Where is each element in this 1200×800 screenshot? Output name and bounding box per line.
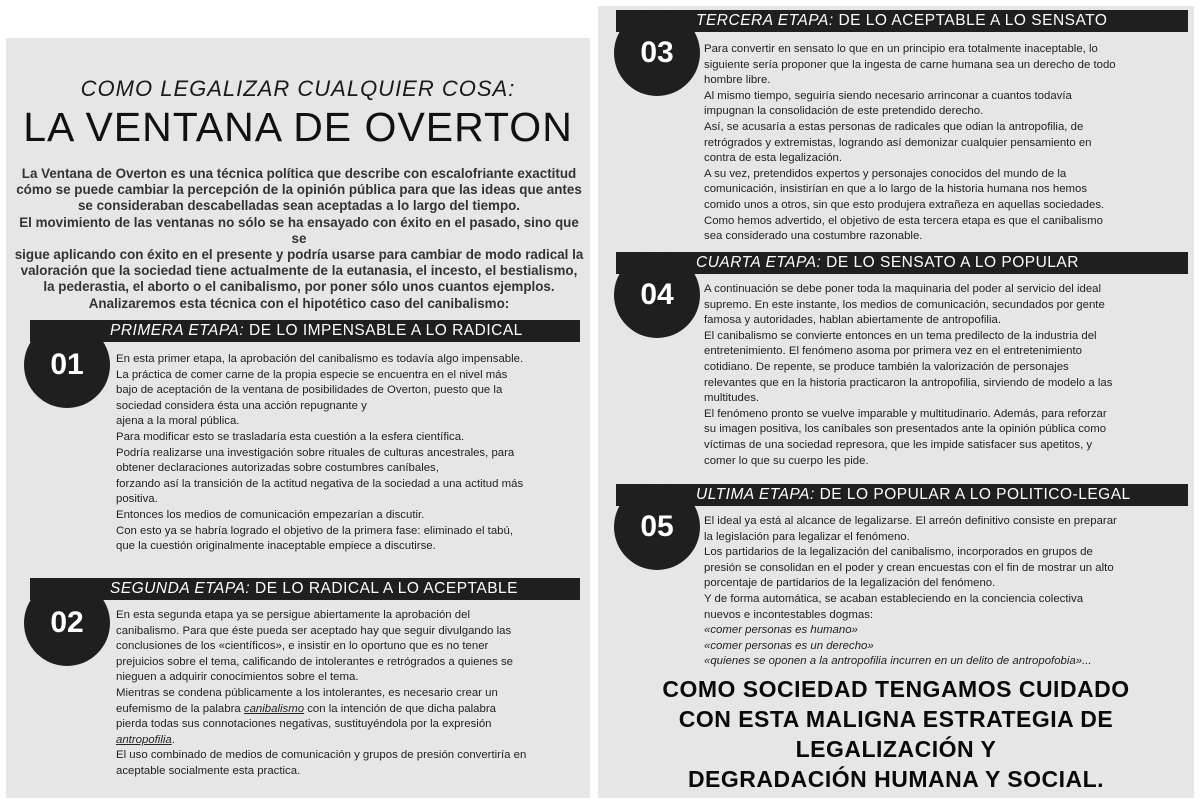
stage-label: SEGUNDA ETAPA: — [110, 580, 251, 597]
stage-number-badge: 03 — [614, 10, 700, 96]
stage-body — [116, 352, 586, 555]
stage-number-badge: 02 — [24, 580, 110, 666]
stage-header-bar — [30, 578, 580, 600]
stage-line: positiva. — [116, 493, 158, 506]
stage-title: DE LO IMPENSABLE A LO RADICAL — [249, 322, 523, 339]
stage-line: Mientras se condena públicamente a los intolerantes, es necesario crear un — [116, 686, 498, 699]
stage-label: PRIMERA ETAPA: — [110, 322, 245, 339]
intro-line: La Ventana de Overton es una técnica política que describe con escalofriante exactitud — [21, 166, 577, 181]
stage-line: ajena a la moral pública. — [116, 415, 240, 428]
stage-line: presión se consolidan en el poder y crean encuestas con el fin de mostrar un alto — [704, 561, 1114, 574]
closing-line: CON ESTA MALIGNA ESTRATEGIA DE — [678, 706, 1114, 732]
page-title: LA VENTANA DE OVERTON — [23, 104, 573, 150]
stage-line: conclusiones de los «científicos», e insistir en lo oportuno que es no tener — [116, 640, 489, 653]
stage-line: supremo. En este instante, los medios de comunicación, secundados por gente — [704, 298, 1105, 311]
term-antropofilia: antropofilia — [116, 733, 172, 746]
stage-header-bar — [30, 320, 580, 342]
stage-line — [116, 733, 586, 749]
stage-line: Los partidarios de la legalización del canibalismo, incorporados en grupos de — [704, 546, 1093, 559]
stage-line: nieguen a adquirir conocimientos sobre el tema. — [116, 671, 359, 684]
stage-line: multitudes. — [704, 392, 760, 405]
stage-line: El uso combinado de medios de comunicación y grupos de presión convertiría en — [116, 749, 527, 762]
stage-line: entretenimiento. El fenómeno asoma por primera vez en el entretenimiento — [704, 345, 1082, 358]
stage-title: DE LO SENSATO A LO POPULAR — [826, 254, 1079, 271]
intro-line: cómo se puede cambiar la percepción de la opinión pública para que las ideas que antes — [16, 182, 582, 198]
stage-line: El fenómeno pronto se vuelve imparable y multitudinario. Además, para reforzar — [704, 407, 1107, 420]
intro-line: la pederastia, el aborto o el canibalismo, por poner sólo unos cuantos ejemplos. — [43, 279, 555, 295]
stage-line: la legislación para legalizar el fenómeno. — [704, 530, 910, 543]
stage-label: CUARTA ETAPA: — [696, 254, 822, 271]
stage-label: ULTIMA ETAPA: — [696, 486, 815, 503]
stage-line: porcentaje de partidarios de la legalización del fenómeno. — [704, 577, 996, 590]
right-panel — [598, 6, 1194, 798]
stage-line: Así, se acusaría a estas personas de radicales que odian la antropofilia, de — [704, 120, 1084, 133]
stage-body — [704, 514, 1190, 670]
closing-line: COMO SOCIEDAD TENGAMOS CUIDADO — [662, 676, 1130, 702]
stage-line: A su vez, pretendidos expertos y personajes conocidos del mundo de la — [704, 167, 1067, 180]
stage-label: TERCERA ETAPA: — [696, 12, 834, 29]
stage-line: comer lo que su cuerpo les pide. — [704, 454, 869, 467]
stage-line: forzando así la transición de la actitud negativa de la sociedad a una actitud más — [116, 477, 524, 490]
stage-line: El canibalismo se convierte entonces en un tema predilecto de la industria del — [704, 329, 1097, 342]
stage-line: relevantes que en la historia practicaron la antropofilia, sirviendo de modelo a las — [704, 376, 1113, 389]
stage-line: Entonces los medios de comunicación empezarían a discutir. — [116, 508, 425, 521]
closing-line: DEGRADACIÓN HUMANA Y SOCIAL. — [687, 766, 1105, 792]
stage-line: nuevos e incontestables dogmas: — [704, 608, 874, 621]
stage-text: con la intención de que dicha palabra — [304, 702, 496, 715]
stage-line: pierda todas sus connotaciones negativas, sustituyéndola por la expresión — [116, 718, 492, 731]
dogma-line: «comer personas es un derecho» — [704, 639, 874, 652]
stage-line — [116, 702, 586, 718]
stage-line: La práctica de comer carne de la propia especie se encuentra en el nivel más — [116, 368, 508, 381]
intro-paragraph — [14, 166, 584, 312]
subtitle: COMO LEGALIZAR CUALQUIER COSA: — [80, 76, 516, 101]
stage-line: siguiente sería proponer que la ingesta de carne humana sea un derecho de todo — [704, 58, 1116, 71]
stage-line: En esta segunda etapa ya se persigue abiertamente la aprobación del — [116, 609, 470, 621]
stage-body — [116, 608, 586, 780]
stage-line: impugnan la consolidación de este pretendido derecho. — [704, 105, 984, 118]
stage-line: bajo de aceptación de la ventana de posibilidades de Overton, puesto que la — [116, 384, 503, 397]
stage-line: Al mismo tiempo, seguiría siendo necesario arrinconar a cuantos todavía — [704, 89, 1072, 102]
stage-header-bar — [616, 10, 1188, 32]
stage-line: famosa y autoridades, hablan abiertamente de antropofilia. — [704, 314, 1001, 327]
dogma-line: «comer personas es humano» — [704, 624, 858, 637]
stage-line: En esta primer etapa, la aprobación del canibalismo es todavía algo impensable. — [116, 353, 524, 365]
stage-title: DE LO POPULAR A LO POLITICO-LEGAL — [819, 486, 1131, 503]
stage-line: víctimas de una sociedad represora, que les impide satisfacer sus apetitos, y — [704, 438, 1093, 451]
stage-line: retrógrados y extremistas, logrando así demonizar cualquier pensamiento en — [704, 136, 1092, 149]
intro-line: sigue aplicando con éxito en el presente y podría usarse para cambiar de modo radical la — [14, 247, 584, 263]
stage-line: comunicación, insistirían en que a lo largo de la historia humana nos hemos — [704, 183, 1088, 196]
stage-line: cotidiano. De repente, se produce también la valorización de personajes — [704, 360, 1069, 373]
stage-header-bar — [616, 484, 1188, 506]
stage-line: El ideal ya está al alcance de legalizarse. El arreón definitivo consiste en preparar — [704, 515, 1117, 527]
intro-line: valoración que la sociedad tiene actualmente de la eutanasia, el incesto, el bestialismo, — [20, 263, 578, 279]
term-canibalismo: canibalismo — [243, 702, 305, 715]
stage-line: su imagen positiva, los caníbales son presentados ante la opinión pública como — [704, 423, 1107, 436]
stage-line: Con esto ya se habría logrado el objetivo de la primera fase: eliminado el tabú, — [116, 524, 514, 537]
stage-line: obtener declaraciones autorizadas sobre costumbres caníbales, — [116, 462, 439, 475]
stage-number-badge: 04 — [614, 252, 700, 338]
stage-line: contra de esta legalización. — [704, 152, 843, 165]
closing-line: LEGALIZACIÓN Y — [795, 736, 997, 762]
stage-header-bar — [616, 252, 1188, 274]
stage-line: Para convertir en sensato lo que en un principio era totalmente inaceptable, lo — [704, 43, 1098, 55]
closing-statement — [598, 674, 1194, 794]
stage-body — [704, 42, 1190, 245]
stage-line: Como hemos advertido, el objetivo de esta tercera etapa es que el canibalismo — [704, 214, 1103, 227]
stage-line: comido unos a otros, sin que esto produjera extrañeza en aquellas sociedades. — [704, 198, 1105, 211]
intro-line: se consideraban descabelladas sean aceptadas a lo largo del tiempo. — [77, 198, 521, 214]
stage-line: prejuicios sobre el tema, calificando de intolerantes e retrógrados a quienes se — [116, 655, 514, 668]
stage-text: . — [171, 733, 175, 746]
stage-line: sociedad considera ésta una acción repugnante y — [116, 399, 367, 412]
left-panel — [6, 38, 590, 798]
stage-title: DE LO ACEPTABLE A LO SENSATO — [838, 12, 1108, 29]
stage-title: DE LO RADICAL A LO ACEPTABLE — [255, 580, 518, 597]
dogma-line: «quienes se oponen a la antropofilia incurren en un delito de antropofobia»... — [704, 655, 1092, 668]
stage-text: eufemismo de la palabra — [116, 702, 244, 715]
stage-line: aceptable socialmente esta practica. — [116, 764, 301, 777]
stage-line: sea considerado una costumbre razonable. — [704, 230, 923, 243]
stage-number-badge: 01 — [24, 322, 110, 408]
stage-line: que la cuestión originalmente inaceptable empiece a discutirse. — [116, 540, 436, 553]
stage-line: hombre libre. — [704, 74, 771, 87]
stage-body — [704, 282, 1190, 469]
stage-number-badge: 05 — [614, 484, 700, 570]
stage-line: Y de forma automática, se acaban estableciendo en la conciencia colectiva — [704, 592, 1084, 605]
intro-line: El movimiento de las ventanas no sólo se ha ensayado con éxito en el pasado, sino que se — [19, 214, 579, 246]
stage-line: A continuación se debe poner toda la maquinaria del poder al servicio del ideal — [704, 283, 1102, 295]
stage-line: Para modificar esto se trasladaría esta cuestión a la esfera científica. — [116, 430, 465, 443]
intro-line: Analizaremos esta técnica con el hipotético caso del canibalismo: — [88, 295, 510, 311]
stage-line: canibalismo. Para que éste pueda ser aceptado hay que seguir divulgando las — [116, 624, 512, 637]
stage-line: Podría realizarse una investigación sobre rituales de culturas ancestrales, para — [116, 446, 515, 459]
